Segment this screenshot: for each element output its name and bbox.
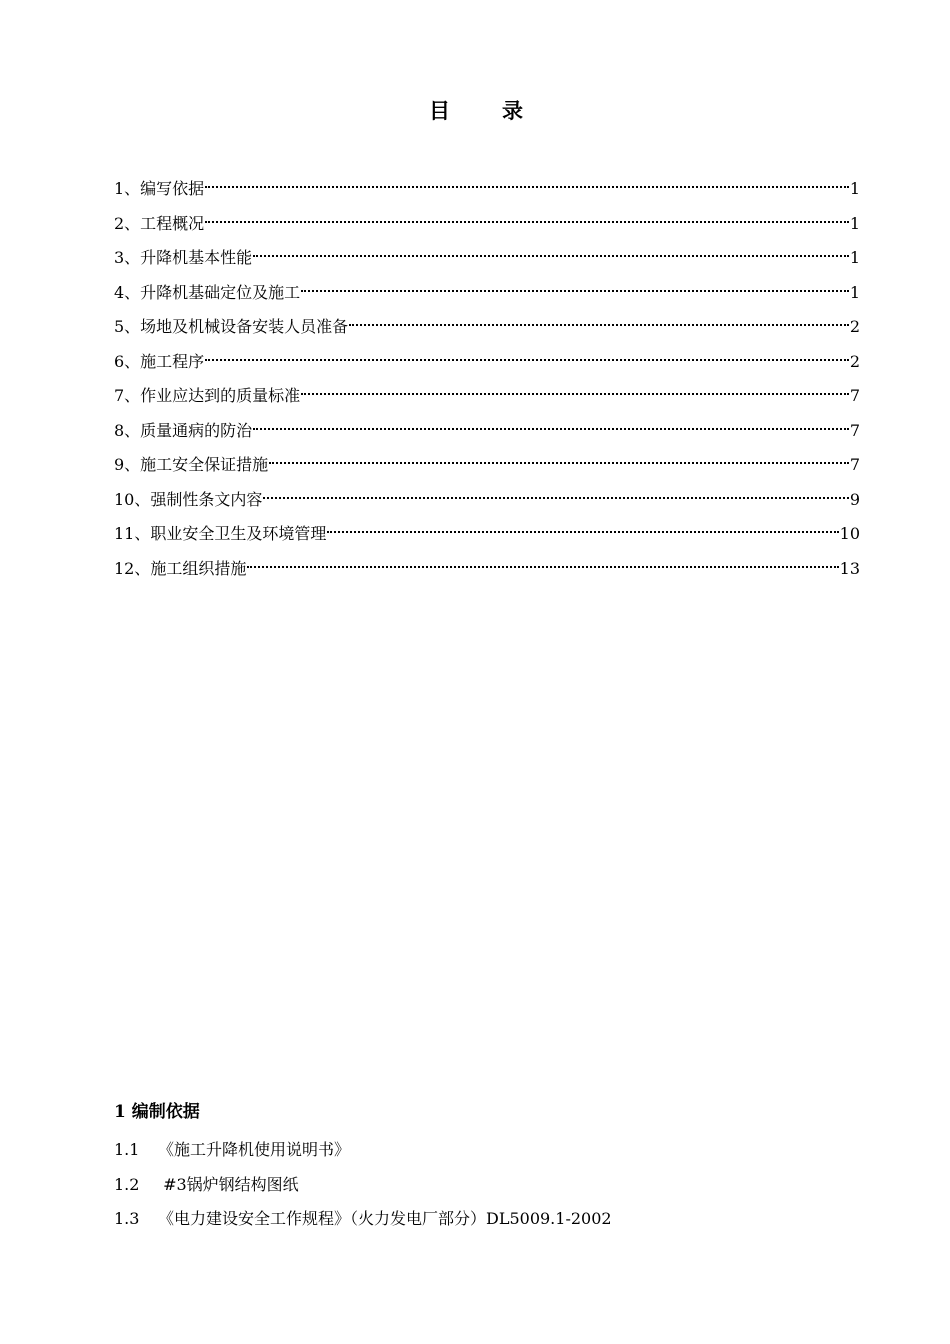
toc-entry-text: 9、施工安全保证措施 (114, 455, 269, 474)
section-heading: 1 编制依据 (114, 1102, 200, 1122)
toc-entry-page: 13 (839, 558, 860, 578)
toc-entry-text: 12、施工组织措施 (114, 558, 247, 578)
toc-entry (114, 550, 860, 585)
toc-entry (114, 377, 860, 412)
toc-entry-page: 1 (849, 282, 860, 302)
toc-entry (114, 343, 860, 378)
toc-entry-text: 4、升降机基础定位及施工 (114, 282, 301, 302)
toc-leader (269, 446, 849, 470)
toc-entry-text: 8、质量通病的防治 (114, 420, 253, 440)
toc-entry-text: 10、强制性条文内容 (114, 489, 263, 509)
toc-entry-page: 10 (839, 524, 860, 543)
toc-entry-page: 1 (849, 248, 860, 267)
section-basis (114, 1100, 860, 1242)
toc-entry-text: 11、职业安全卫生及环境管理 (114, 524, 327, 543)
toc-entry-page: 2 (849, 317, 860, 336)
toc-leader (205, 205, 849, 229)
reference-number: 1.3 (114, 1209, 140, 1228)
toc-entry-text: 1、编写依据 (114, 179, 205, 198)
toc-entry-text: 6、施工程序 (114, 351, 205, 371)
toc-entry (114, 515, 860, 550)
reference-text: #3锅炉钢结构图纸 (158, 1174, 299, 1194)
toc-entry (114, 308, 860, 343)
toc-leader (349, 308, 849, 332)
toc-entry-text: 5、场地及机械设备安装人员准备 (114, 317, 349, 336)
toc-list (114, 170, 860, 584)
toc-entry-page: 7 (849, 455, 860, 474)
toc-entry-text: 7、作业应达到的质量标准 (114, 386, 301, 405)
toc-entry (114, 481, 860, 516)
toc-entry-page: 1 (849, 213, 860, 233)
toc-leader (205, 170, 849, 194)
toc-entry-page: 1 (849, 179, 860, 198)
toc-title: 目录 (429, 98, 575, 123)
reference-item (114, 1207, 860, 1242)
toc-leader (247, 550, 838, 574)
toc-entry (114, 205, 860, 240)
toc-entry (114, 239, 860, 274)
reference-number: 1.1 (114, 1140, 140, 1159)
toc-entry (114, 412, 860, 447)
toc-entry-text: 2、工程概况 (114, 213, 205, 233)
reference-number: 1.2 (114, 1174, 140, 1194)
toc-entry-page: 7 (849, 386, 860, 405)
toc-entry (114, 170, 860, 205)
reference-text: 《电力建设安全工作规程》（火力发电厂部分）DL5009.1-2002 (158, 1209, 612, 1228)
toc-entry-page: 2 (849, 351, 860, 371)
toc-leader (253, 239, 849, 263)
reference-text: 《施工升降机使用说明书》 (158, 1140, 351, 1159)
toc-leader (205, 343, 849, 367)
toc-entry-page: 9 (849, 489, 860, 509)
toc-entry-page: 7 (849, 420, 860, 440)
toc-leader (301, 274, 849, 298)
toc-entry-text: 3、升降机基本性能 (114, 248, 253, 267)
toc-leader (263, 481, 848, 505)
toc-leader (301, 377, 849, 401)
toc-leader (253, 412, 849, 436)
reference-item (114, 1173, 860, 1208)
toc-entry (114, 446, 860, 481)
reference-item (114, 1138, 860, 1173)
toc-entry (114, 274, 860, 309)
toc-leader (327, 515, 838, 539)
